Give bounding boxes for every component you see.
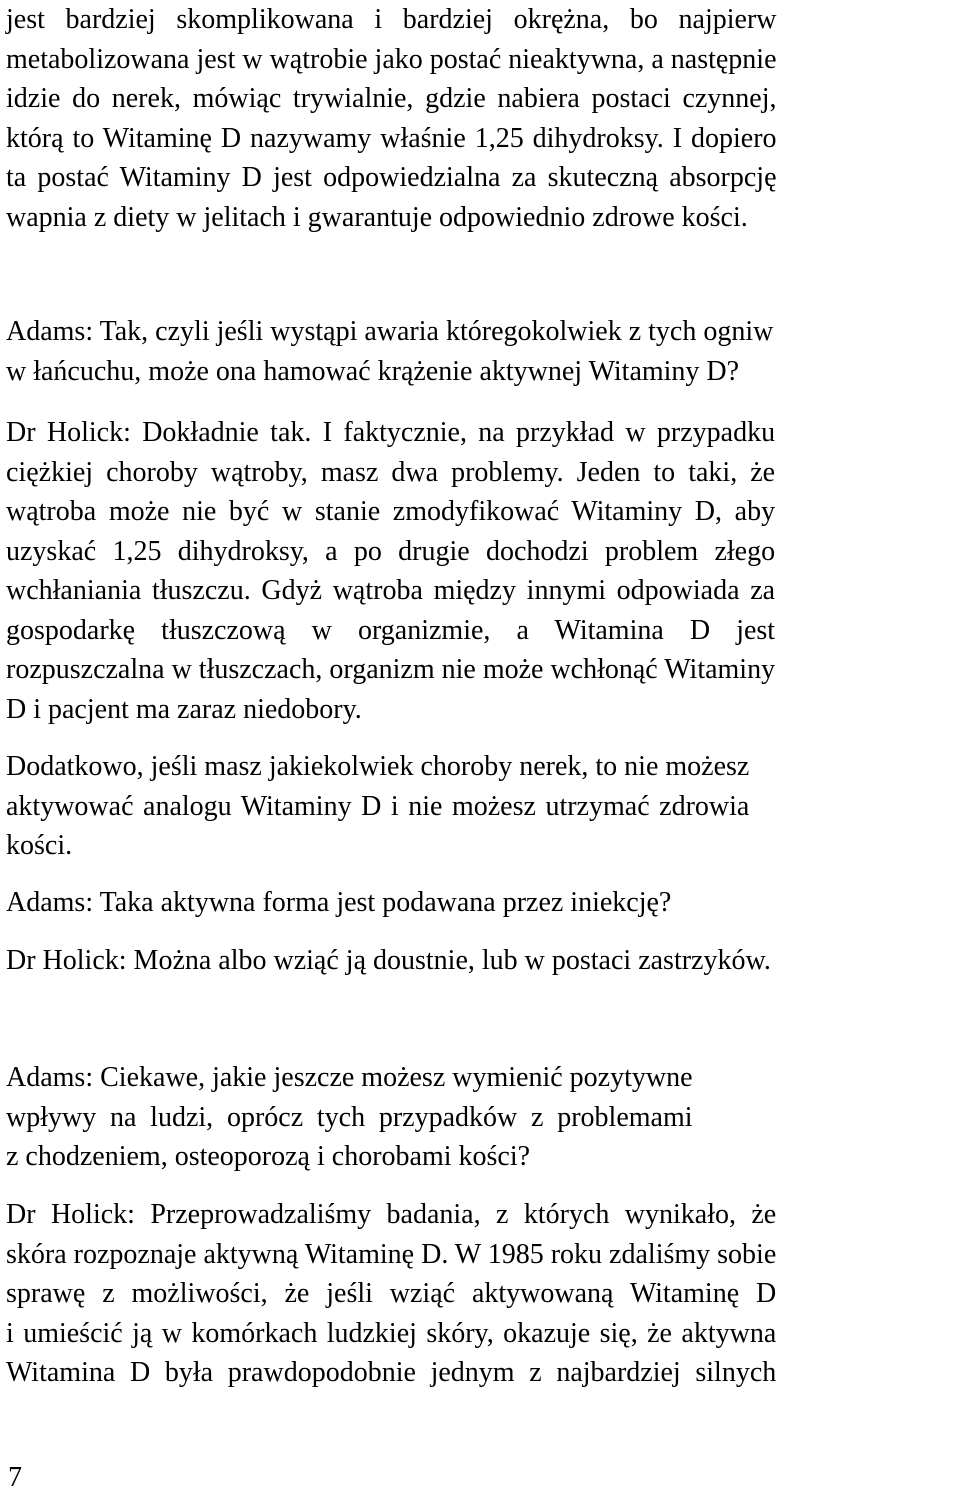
text-line (6, 1195, 776, 1235)
dialogue-text: : Tak, czyli jeśli wystąpi awaria któregokolwiek z tych ogniw (85, 316, 774, 347)
text-line: metabolizowana jest w wątrobie jako postać nieaktywna, a następnie (6, 43, 777, 75)
text-line: z chodzeniem, osteoporozą i chorobami kości? (6, 1141, 531, 1172)
text-line: rozpuszczalna w tłuszczach, organizm nie może wchłonąć Witaminy (6, 654, 776, 685)
dialogue-text: : Można albo wziąć ją doustnie, lub w postaci zastrzyków. (118, 945, 771, 976)
speaker-name: Dr Holick (6, 417, 124, 448)
dialogue-text: : Dokładnie tak. I faktycznie, na przykład w przypadku (123, 417, 776, 448)
paragraph-adams-question-2 (6, 883, 671, 923)
text-line: jest bardziej skomplikowana i bardziej okrężna, bo najpierw (6, 4, 777, 35)
paragraph-kidney-disease (6, 747, 749, 866)
speaker-name: Adams (6, 887, 86, 918)
text-line: uzyskać 1,25 dihydroksy, a po drugie dochodzi problem złego (6, 535, 776, 567)
text-line (6, 1058, 693, 1098)
text-line: ciężkiej choroby wątroby, masz dwa problemy. Jeden to taki, że (6, 456, 776, 488)
dialogue-text: : Taka aktywna forma jest podawana przez iniekcję? (85, 887, 672, 918)
text-line: wątroba może nie być w stanie zmodyfikować Witaminy D, aby (6, 496, 776, 527)
text-line: wpływy na ludzi, oprócz tych przypadków z problemami (6, 1101, 693, 1133)
text-line: ta postać Witaminy D jest odpowiedzialna za skuteczną absorpcję (6, 162, 777, 193)
speaker-name: Dr Holick (6, 1199, 128, 1230)
page-number: 7 (8, 1462, 22, 1493)
speaker-name: Adams (6, 1062, 86, 1093)
text-line (6, 941, 771, 981)
text-line: wchłaniania tłuszczu. Gdyż wątroba między innymi odpowiada za (6, 575, 776, 606)
paragraph-holick-answer-3 (6, 1195, 776, 1393)
text-line (6, 312, 773, 352)
paragraph-vitamin-d-metabolism (6, 0, 777, 237)
paragraph-holick-answer-2 (6, 941, 771, 981)
text-line: aktywować analogu Witaminy D i nie możesz utrzymać zdrowia (6, 790, 750, 822)
text-line (6, 883, 671, 923)
text-line: którą to Witaminę D nazywamy właśnie 1,25 dihydroksy. I dopiero (6, 122, 777, 154)
paragraph-adams-question-3 (6, 1058, 693, 1177)
text-line: wapnia z diety w jelitach i gwarantuje odpowiednio zdrowe kości. (6, 201, 748, 233)
text-line: skóra rozpoznaje aktywną Witaminę D. W 1985 roku zdaliśmy sobie (6, 1238, 777, 1270)
dialogue-text: : Ciekawe, jakie jeszcze możesz wymienić pozytywne (85, 1062, 693, 1093)
text-line: D i pacjent ma zaraz niedobory. (6, 693, 362, 725)
dialogue-text: : Przeprowadzaliśmy badania, z których wynikało, że (127, 1199, 777, 1230)
text-line: i umieścić ją w komórkach ludzkiej skóry, okazuje się, że aktywna (6, 1317, 777, 1349)
text-line: kości. (6, 830, 73, 861)
speaker-name: Dr Holick (6, 945, 119, 976)
speaker-name: Adams (6, 316, 86, 347)
text-line: Dodatkowo, jeśli masz jakiekolwiek choroby nerek, to nie możesz (6, 751, 750, 782)
text-line: Witamina D była prawdopodobnie jednym z najbardziej silnych (6, 1357, 777, 1388)
paragraph-adams-question-1 (6, 312, 773, 391)
text-line (6, 413, 775, 453)
text-line: w łańcuchu, może ona hamować krążenie aktywnej Witaminy D? (6, 355, 740, 387)
text-line: sprawę z możliwości, że jeśli wziąć aktywowaną Witaminę D (6, 1278, 777, 1309)
text-line: gospodarkę tłuszczową w organizmie, a Witamina D jest (6, 614, 776, 646)
text-line: idzie do nerek, mówiąc trywialnie, gdzie nabiera postaci czynnej, (6, 83, 777, 114)
paragraph-holick-answer-1 (6, 413, 775, 729)
